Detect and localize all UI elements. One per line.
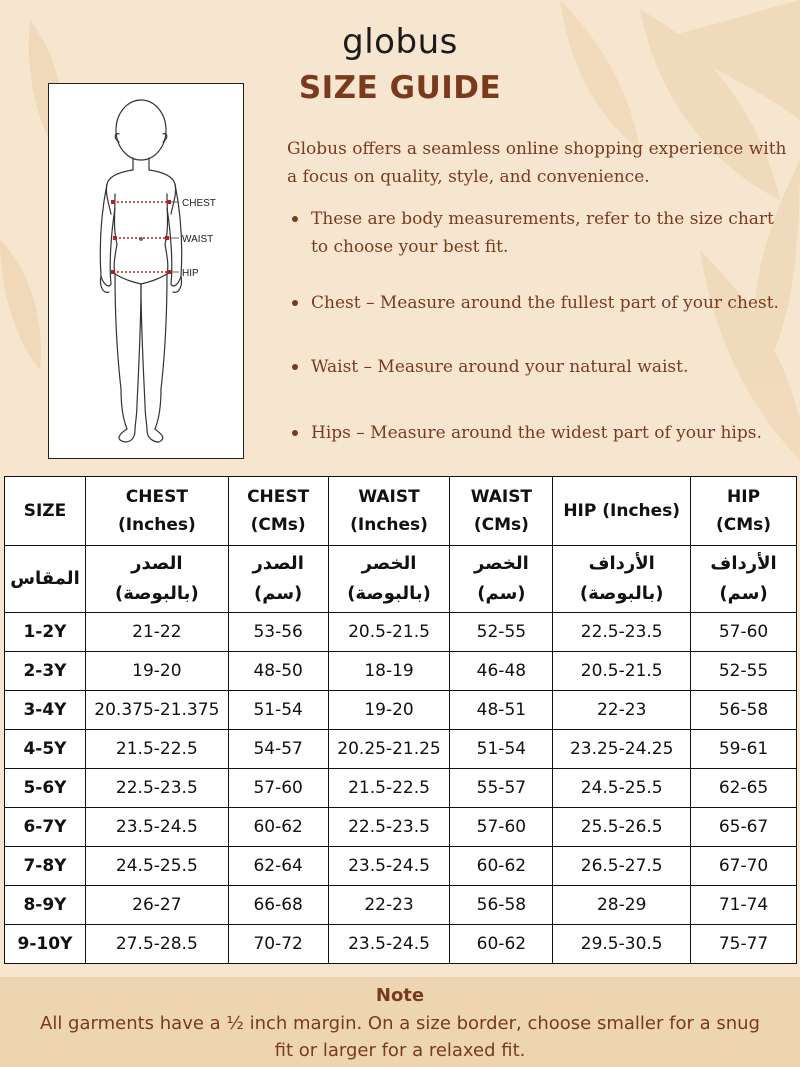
cell-size: 3-4Y: [5, 691, 86, 730]
chest-label: CHEST: [182, 198, 216, 209]
table-row: [5, 730, 797, 769]
cell-chest-cms: 53-56: [228, 613, 328, 652]
bullet-waist: Waist – Measure around your natural waist.: [287, 353, 781, 381]
header-hip-cms: HIP (CMs): [691, 477, 797, 546]
cell-hip-cms: 56-58: [691, 691, 797, 730]
cell-size: 4-5Y: [5, 730, 86, 769]
cell-size: 9-10Y: [5, 925, 86, 964]
table-row: [5, 769, 797, 808]
cell-chest-cms: 66-68: [228, 886, 328, 925]
cell-hip-inches: 26.5-27.5: [553, 847, 691, 886]
cell-waist-cms: 46-48: [450, 652, 553, 691]
cell-hip-inches: 25.5-26.5: [553, 808, 691, 847]
header-waist-cms: WAIST (CMs): [450, 477, 553, 546]
cell-chest-cms: 62-64: [228, 847, 328, 886]
header-chest-inches-ar: الصدر (بالبوصة): [85, 546, 228, 613]
cell-hip-cms: 52-55: [691, 652, 797, 691]
cell-size: 2-3Y: [5, 652, 86, 691]
cell-hip-cms: 71-74: [691, 886, 797, 925]
cell-size: 6-7Y: [5, 808, 86, 847]
brand-logo: globus: [342, 22, 458, 62]
cell-waist-inches: 23.5-24.5: [328, 925, 450, 964]
cell-chest-inches: 27.5-28.5: [85, 925, 228, 964]
cell-hip-cms: 67-70: [691, 847, 797, 886]
cell-waist-cms: 60-62: [450, 925, 553, 964]
table-row: [5, 886, 797, 925]
cell-chest-inches: 26-27: [85, 886, 228, 925]
cell-hip-inches: 23.25-24.25: [553, 730, 691, 769]
bullet-hips: Hips – Measure around the widest part of your hips.: [287, 419, 781, 447]
cell-waist-inches: 22-23: [328, 886, 450, 925]
cell-waist-cms: 52-55: [450, 613, 553, 652]
cell-hip-inches: 22.5-23.5: [553, 613, 691, 652]
header-waist-inches: WAIST (Inches): [328, 477, 450, 546]
cell-hip-inches: 20.5-21.5: [553, 652, 691, 691]
cell-chest-cms: 48-50: [228, 652, 328, 691]
header-hip-inches-ar: الأرداف (بالبوصة): [553, 546, 691, 613]
waist-label: WAIST: [182, 234, 214, 245]
note-text: All garments have a ½ inch margin. On a size border, choose smaller for a snug fit or larger for a relaxed fit.: [40, 1013, 760, 1061]
header-chest-inches: CHEST (Inches): [85, 477, 228, 546]
measurement-figure: [48, 83, 244, 459]
cell-waist-cms: 60-62: [450, 847, 553, 886]
cell-size: 8-9Y: [5, 886, 86, 925]
header-waist-cms-ar: الخصر (سم): [450, 546, 553, 613]
cell-waist-inches: 21.5-22.5: [328, 769, 450, 808]
cell-chest-inches: 22.5-23.5: [85, 769, 228, 808]
cell-hip-cms: 59-61: [691, 730, 797, 769]
intro-text: Globus offers a seamless online shopping experience with a focus on quality, style, and convenience.: [287, 139, 787, 187]
cell-chest-cms: 60-62: [228, 808, 328, 847]
cell-waist-inches: 18-19: [328, 652, 450, 691]
cell-waist-cms: 55-57: [450, 769, 553, 808]
header-chest-cms-ar: الصدر (سم): [228, 546, 328, 613]
cell-chest-cms: 57-60: [228, 769, 328, 808]
table-row: [5, 808, 797, 847]
cell-waist-inches: 22.5-23.5: [328, 808, 450, 847]
cell-hip-inches: 22-23: [553, 691, 691, 730]
cell-hip-inches: 29.5-30.5: [553, 925, 691, 964]
cell-hip-cms: 75-77: [691, 925, 797, 964]
header-hip-inches: HIP (Inches): [553, 477, 691, 546]
cell-waist-cms: 51-54: [450, 730, 553, 769]
cell-size: 1-2Y: [5, 613, 86, 652]
cell-chest-cms: 54-57: [228, 730, 328, 769]
cell-chest-inches: 21.5-22.5: [85, 730, 228, 769]
size-chart-table: [4, 476, 797, 964]
cell-waist-inches: 20.5-21.5: [328, 613, 450, 652]
cell-chest-inches: 20.375-21.375: [85, 691, 228, 730]
table-row: [5, 925, 797, 964]
cell-waist-cms: 48-51: [450, 691, 553, 730]
cell-hip-inches: 28-29: [553, 886, 691, 925]
header-hip-cms-ar: الأرداف (سم): [691, 546, 797, 613]
cell-chest-cms: 51-54: [228, 691, 328, 730]
bullet-body-measurements: These are body measurements, refer to the size chart to choose your best fit.: [287, 205, 781, 261]
note-title: Note: [375, 985, 425, 1006]
page-title: SIZE GUIDE: [298, 70, 502, 106]
cell-waist-cms: 57-60: [450, 808, 553, 847]
cell-waist-inches: 19-20: [328, 691, 450, 730]
cell-size: 7-8Y: [5, 847, 86, 886]
cell-waist-inches: 20.25-21.25: [328, 730, 450, 769]
header-size: SIZE: [5, 477, 86, 546]
table-row: [5, 652, 797, 691]
cell-waist-cms: 56-58: [450, 886, 553, 925]
cell-chest-cms: 70-72: [228, 925, 328, 964]
table-row: [5, 613, 797, 652]
cell-size: 5-6Y: [5, 769, 86, 808]
bullet-chest: Chest – Measure around the fullest part of your chest.: [287, 289, 781, 317]
cell-hip-cms: 62-65: [691, 769, 797, 808]
child-body-illustration: [49, 84, 242, 457]
note-band: [0, 977, 800, 1067]
cell-chest-inches: 23.5-24.5: [85, 808, 228, 847]
table-header-english: [5, 477, 797, 546]
cell-chest-inches: 19-20: [85, 652, 228, 691]
table-row: [5, 691, 797, 730]
header-chest-cms: CHEST (CMs): [228, 477, 328, 546]
cell-hip-cms: 65-67: [691, 808, 797, 847]
cell-hip-inches: 24.5-25.5: [553, 769, 691, 808]
table-row: [5, 847, 797, 886]
header-size-ar: المقاس: [5, 546, 86, 613]
cell-hip-cms: 57-60: [691, 613, 797, 652]
cell-chest-inches: 21-22: [85, 613, 228, 652]
cell-chest-inches: 24.5-25.5: [85, 847, 228, 886]
header-waist-inches-ar: الخصر (بالبوصة): [328, 546, 450, 613]
table-header-arabic: [5, 546, 797, 613]
hip-label: HIP: [182, 268, 199, 279]
cell-waist-inches: 23.5-24.5: [328, 847, 450, 886]
